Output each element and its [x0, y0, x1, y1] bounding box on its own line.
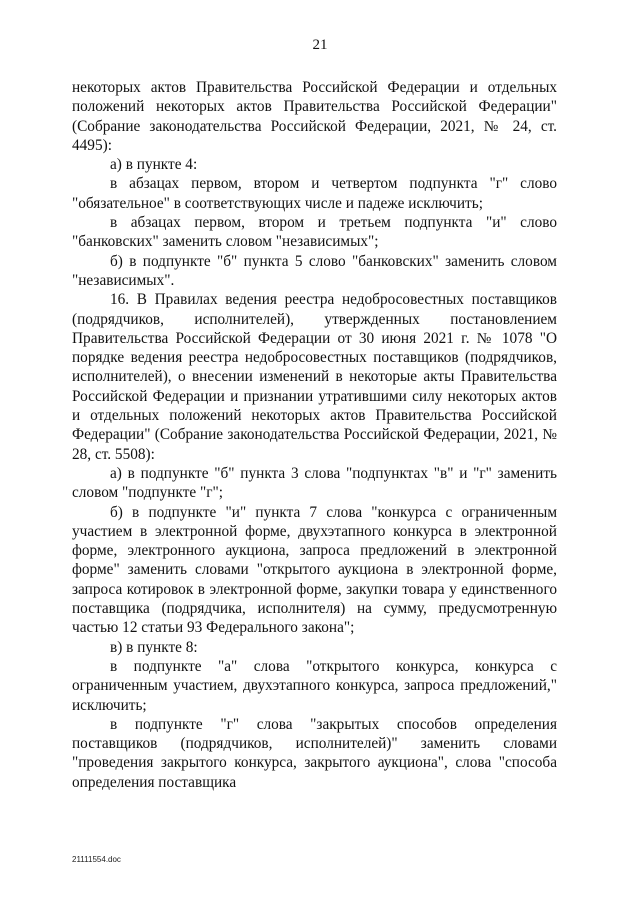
paragraph-3: в абзацах первом, втором и четвертом подпункта "г" слово "обязательное" в соответствующих числе и падеже исключить;: [72, 175, 557, 212]
document-footer-filename: 21111554.doc: [72, 855, 121, 864]
paragraph-5: б) в подпункте "б" пункта 5 слово "банковских" заменить словом "независимых".: [72, 252, 557, 289]
paragraph-8: б) в подпункте "и" пункта 7 слова "конкурса с ограниченным участием в электронной форме, двухэтапного конкурса в электронной форме, электронного аукциона, запроса предложений в электронной форме" заменить словами "открытого аукциона в электронной форме, запроса котировок в электронной форме, закупки товара у единственного поставщика (подрядчика, исполнителя) на сумму, предусмотренную частью 12 статьи 93 Федерального закона";: [72, 503, 557, 637]
paragraph-2: а) в пункте 4:: [110, 156, 198, 174]
paragraph-1: некоторых актов Правительства Российской Федерации и отдельных положений некоторых актов Правительства Российской Федерации" (Собрание законодательства Российской Федерации, 2021, № 24, ст. 4495):: [72, 79, 557, 154]
paragraph-4: в абзацах первом, втором и третьем подпункта "и" слово "банковских" заменить словом "независимых";: [72, 214, 557, 251]
paragraph-7: а) в подпункте "б" пункта 3 слова "подпунктах "в" и "г" заменить словом "подпункте "г";: [72, 464, 557, 502]
paragraph-6: 16. В Правилах ведения реестра недобросовестных поставщиков (подрядчиков, исполнителей), утвержденных постановлением Правительства Российской Федерации от 30 июня 2021 г. № 1078 "О порядке ведения реестра недобросовестных поставщиков (подрядчиков, исполнителей), о внесении изменений в некоторые акты Правительства Российской Федерации и признании утратившими силу некоторых актов и отдельных положений некоторых актов Правительства Российской Федерации" (Собрание законодательства Российской Федерации, 2021, № 28, ст. 5508):: [72, 291, 557, 463]
paragraph-9: в) в пункте 8:: [110, 638, 198, 656]
paragraph-11: в подпункте "г" слова "закрытых способов определения поставщиков (подрядчиков, исполнителей)" заменить словами "проведения закрытого конкурса, закрытого аукциона", слова "способа определения поставщика: [72, 715, 557, 791]
document-body: [72, 78, 557, 792]
page-number: 21: [312, 37, 328, 53]
paragraph-10: в подпункте "а" слова "открытого конкурса, конкурса с ограниченным участием, двухэтапного конкурса, запроса предложений," исключить;: [72, 657, 557, 714]
